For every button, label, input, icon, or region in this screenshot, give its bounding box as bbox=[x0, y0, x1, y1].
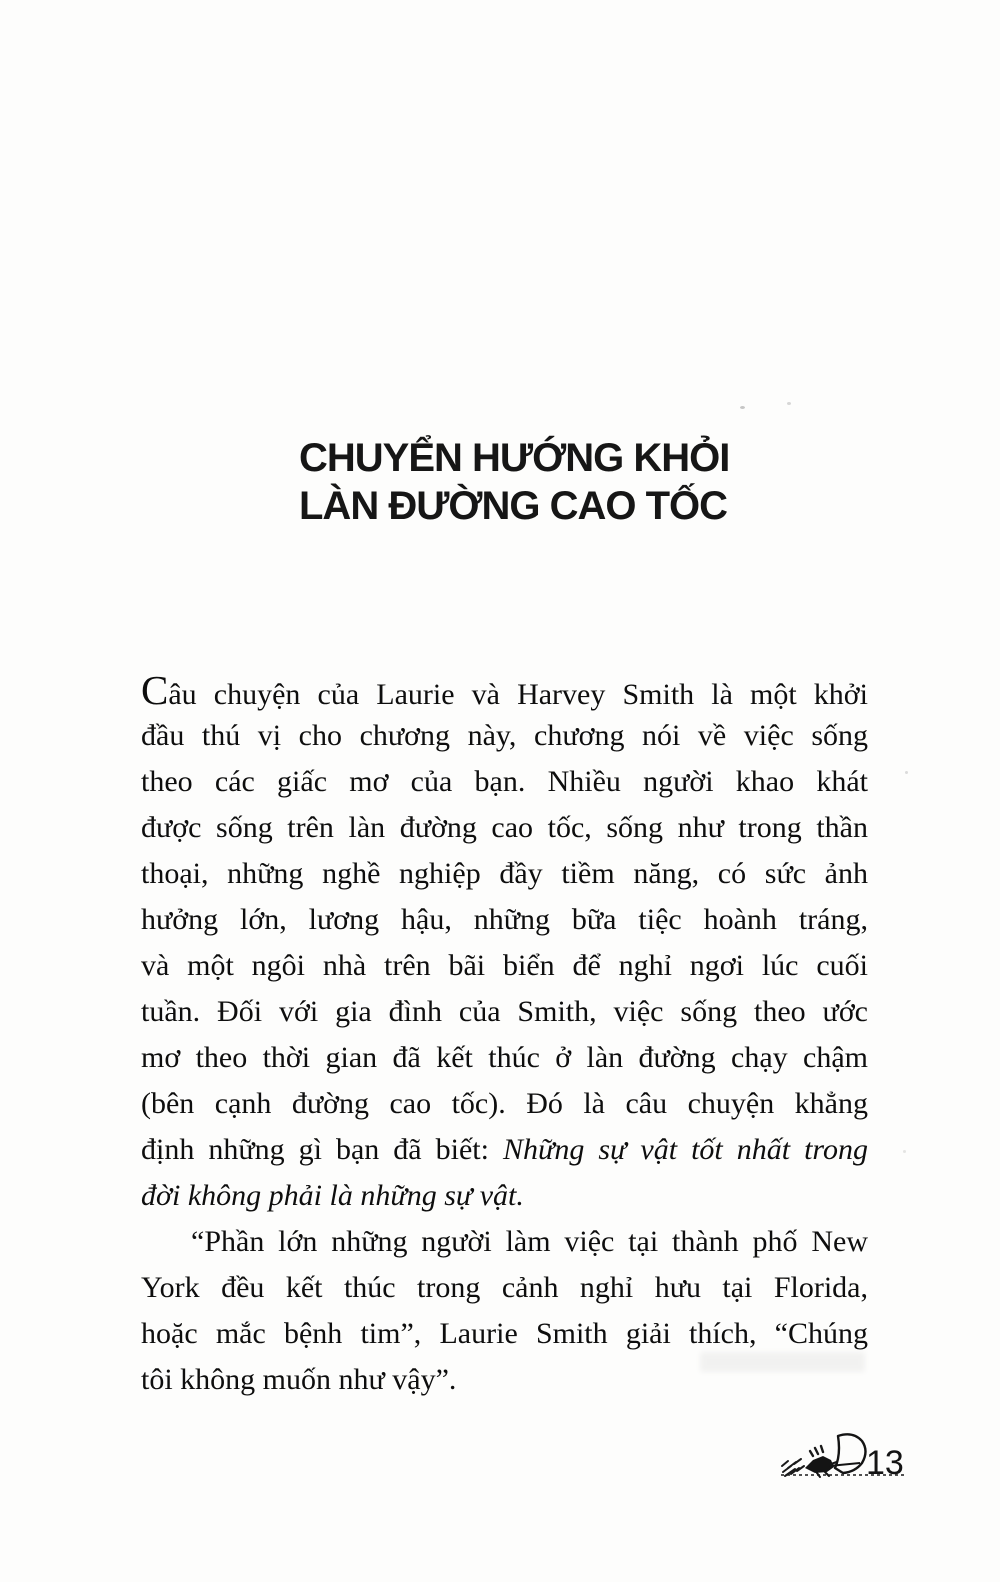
scan-speck bbox=[905, 771, 908, 774]
paragraph1-line-mixed bbox=[141, 1127, 868, 1173]
paragraph1-last-line: đời không phải là những sự vật. bbox=[141, 1179, 524, 1212]
body-text bbox=[141, 667, 868, 1403]
sail-icon bbox=[835, 1434, 866, 1473]
paragraph1-line: (bên cạnh đường cao tốc). Đó là câu chuyện khẳng bbox=[141, 1087, 868, 1120]
runner-figure-icon bbox=[805, 1456, 834, 1473]
scan-smudge bbox=[700, 1352, 865, 1372]
paragraph1-line11-normal: định những gì bạn đã biết: bbox=[141, 1133, 503, 1166]
paragraph2-line: hoặc mắc bệnh tim”, Laurie Smith giải thích, “Chúng bbox=[141, 1317, 868, 1350]
paragraph1-line bbox=[141, 667, 868, 713]
paragraph2-line: York đều kết thúc trong cảnh nghỉ hưu tại Florida, bbox=[141, 1271, 868, 1304]
paragraph1-line: đầu thú vị cho chương này, chương nói về việc sống bbox=[141, 719, 868, 752]
chapter-title-line2: LÀN ĐƯỜNG CAO TỐC bbox=[299, 484, 728, 528]
paragraph1-line: theo các giấc mơ của bạn. Nhiều người khao khát bbox=[141, 765, 868, 798]
paragraph1-line: và một ngôi nhà trên bãi biển để nghỉ ngơi lúc cuối bbox=[141, 949, 868, 982]
chapter-title-line1: CHUYỂN HƯỚNG KHỎI bbox=[299, 436, 730, 480]
initial-capital: C bbox=[141, 667, 169, 713]
paragraph1-line: mơ theo thời gian đã kết thúc ở làn đường chạy chậm bbox=[141, 1041, 868, 1074]
page-number: 13 bbox=[866, 1444, 904, 1482]
speed-lines-icon bbox=[782, 1459, 804, 1476]
chapter-title bbox=[299, 434, 729, 530]
paragraph1-line: thoại, những nghề nghiệp đầy tiềm năng, có sức ảnh bbox=[141, 857, 868, 890]
paragraph1-line11-italic: Những sự vật tốt nhất trong bbox=[502, 1133, 868, 1166]
motion-marks-icon bbox=[810, 1446, 823, 1456]
scan-speck bbox=[903, 1150, 906, 1153]
paragraph2-line: “Phần lớn những người làm việc tại thành phố New bbox=[191, 1225, 868, 1258]
paragraph2-last-line: tôi không muốn như vậy”. bbox=[141, 1363, 457, 1396]
paragraph1-line1-text: âu chuyện của Laurie và Harvey Smith là một khởi bbox=[168, 678, 868, 711]
scan-speck bbox=[740, 406, 745, 409]
scan-speck bbox=[787, 402, 791, 405]
paragraph1-line: được sống trên làn đường cao tốc, sống như trong thần bbox=[141, 811, 868, 844]
paragraph1-line: hưởng lớn, lương hậu, những bữa tiệc hoành tráng, bbox=[141, 903, 868, 936]
paragraph1-line: tuần. Đối với gia đình của Smith, việc sống theo ước bbox=[141, 995, 868, 1028]
